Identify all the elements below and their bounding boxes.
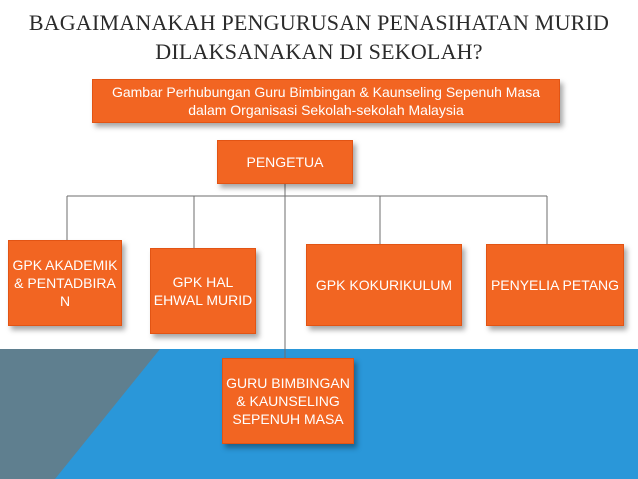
node-pengetua-label: PENGETUA	[246, 154, 324, 170]
node-gpk-kokurikulum-label: GPK KOKURIKULUM	[315, 277, 453, 293]
node-penyelia-petang	[486, 244, 624, 326]
node-pengetua	[217, 140, 353, 184]
node-penyelia-petang-label: PENYELIA PETANG	[490, 277, 620, 293]
chart-caption: Gambar Perhubungan Guru Bimbingan & Kaunseling Sepenuh Masa dalam Organisasi Sekolah-sekolah Malaysia	[111, 84, 541, 118]
slide-title-line-2: DILAKSANAKAN DI SEKOLAH?	[155, 39, 483, 64]
node-guru-bimbingan	[222, 358, 354, 444]
node-guru-bimbingan-label: GURU BIMBINGAN & KAUNSELING SEPENUH MASA	[226, 375, 350, 427]
node-gpk-hal-ehwal-label: GPK HAL EHWAL MURID	[153, 274, 253, 308]
slide-title-line-1: BAGAIMANAKAH PENGURUSAN PENASIHATAN MURID	[28, 10, 610, 35]
node-gpk-kokurikulum	[306, 244, 462, 326]
node-gpk-hal-ehwal	[150, 248, 256, 334]
node-gpk-akademik-label: GPK AKADEMIK & PENTADBIRA N	[12, 257, 118, 309]
node-gpk-akademik	[8, 240, 122, 326]
chart-caption-box	[92, 79, 560, 123]
